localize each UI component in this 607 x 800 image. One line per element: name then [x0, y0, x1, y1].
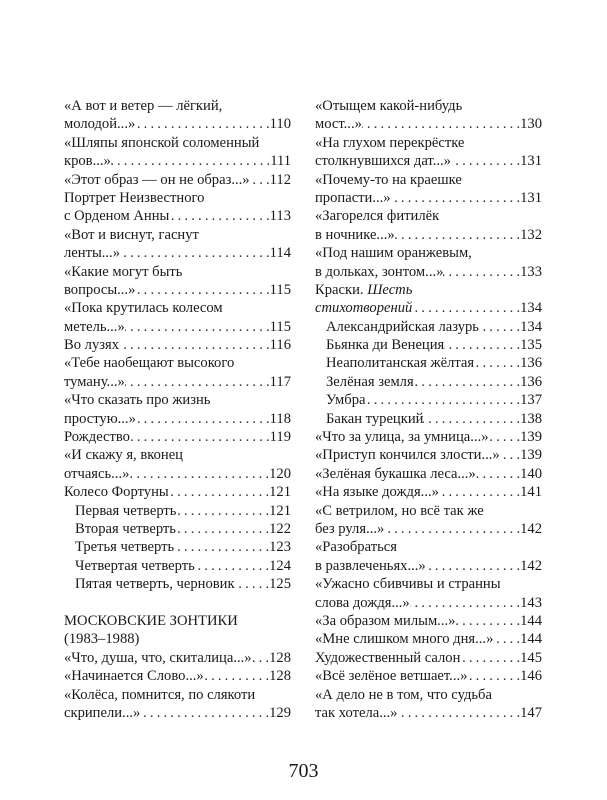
toc-line — [315, 207, 542, 225]
entry-title: Портрет Неизвестного — [64, 189, 205, 206]
entry-title: «А вот и ветер — лёгкий, — [64, 98, 223, 114]
toc-entry — [315, 428, 542, 446]
toc-line — [64, 354, 291, 372]
page-ref: 121 — [269, 484, 291, 501]
entry-title: пропасти...» — [315, 189, 391, 206]
toc-entry — [315, 373, 542, 391]
leader-dots — [460, 649, 520, 667]
toc-entry — [64, 134, 291, 171]
toc-line — [315, 612, 542, 630]
entry-title: Бьянка ди Венеция — [326, 337, 445, 354]
page-ref: 136 — [520, 373, 542, 390]
page-ref: 117 — [269, 373, 291, 390]
page-ref: 115 — [269, 318, 291, 335]
toc-line — [315, 575, 542, 593]
entry-title: столкнувшихся дат...» — [315, 153, 451, 170]
toc-entry — [315, 649, 542, 667]
toc-line — [64, 483, 291, 501]
toc-entry — [64, 446, 291, 483]
page-ref: 124 — [269, 557, 291, 574]
toc-entry — [315, 97, 542, 134]
entry-title: скрипели...» — [64, 704, 141, 721]
page-ref: 142 — [520, 557, 542, 574]
toc-line — [315, 594, 542, 612]
entry-title: «Что за улица, за умница...» — [315, 429, 489, 446]
toc-left-column — [64, 97, 291, 722]
toc-line — [64, 538, 291, 556]
entry-title: «Колёса, помнится, по слякоти — [64, 686, 256, 703]
toc-entry — [315, 667, 542, 685]
page-ref: 144 — [520, 612, 542, 629]
entry-title: «Вот и виснут, гаснут — [64, 226, 199, 243]
toc-line — [64, 630, 291, 648]
page-ref: 134 — [520, 300, 542, 317]
page-number: 703 — [288, 760, 319, 782]
entry-title: «Разобраться — [315, 539, 397, 556]
toc-line — [64, 207, 291, 225]
page-ref: 120 — [269, 465, 291, 482]
entry-title: «Приступ кончился злости...» — [315, 447, 500, 464]
page-ref: 114 — [269, 245, 291, 262]
leader-dots — [397, 704, 520, 722]
page-ref: 141 — [520, 484, 542, 501]
entry-title: без руля...» — [315, 520, 385, 537]
toc-line — [64, 575, 291, 593]
page-ref: 131 — [520, 153, 542, 170]
toc-line — [64, 391, 291, 409]
page-ref: 136 — [520, 355, 542, 372]
toc-entry — [315, 483, 542, 501]
entry-title: «Мне слишком много дня...» — [315, 631, 494, 648]
leader-dots — [391, 189, 521, 207]
toc-line — [64, 446, 291, 464]
leader-dots — [235, 575, 270, 593]
toc-line — [64, 152, 291, 170]
leader-dots — [195, 557, 269, 575]
leader-dots — [412, 299, 520, 317]
entry-title: Александрийская лазурь — [326, 318, 479, 335]
entry-title: вопросы...» — [64, 281, 136, 298]
toc-entry — [64, 428, 291, 446]
entry-title: «Пока крутилась колесом — [64, 300, 223, 317]
entry-title: в дольках, зонтом...» — [315, 263, 444, 280]
leader-dots — [365, 391, 520, 409]
toc-line — [64, 428, 291, 446]
entry-title: МОСКОВСКИЕ ЗОНТИКИ — [64, 612, 238, 629]
toc-line — [64, 649, 291, 667]
toc-line — [315, 557, 542, 575]
toc-line — [64, 299, 291, 317]
leader-dots — [176, 502, 269, 520]
entry-title: ленты...» — [64, 245, 120, 262]
entry-title: стихотворений — [315, 300, 413, 317]
toc-entry — [315, 575, 542, 612]
leader-dots — [125, 373, 270, 391]
entry-title: Бакан турецкий — [326, 410, 424, 427]
page-ref: 130 — [520, 116, 542, 133]
toc-line — [315, 336, 542, 354]
toc-line — [64, 667, 291, 685]
entry-title: метель...» — [64, 318, 125, 335]
leader-dots — [414, 373, 520, 391]
toc-entry — [64, 354, 291, 391]
toc-line — [315, 446, 542, 464]
entry-title: Художественный салон — [315, 649, 461, 666]
leader-dots — [362, 115, 520, 133]
entry-title-italic: Шесть — [367, 281, 413, 298]
toc-entry — [315, 686, 542, 723]
page-ref: 122 — [269, 520, 291, 537]
page-ref: 110 — [269, 116, 291, 133]
toc-entry — [315, 171, 542, 208]
page-ref: 113 — [269, 208, 291, 225]
leader-dots — [140, 704, 269, 722]
leader-dots — [500, 446, 520, 464]
leader-dots — [129, 465, 269, 483]
page-ref: 137 — [520, 392, 542, 409]
leader-dots — [455, 612, 520, 630]
toc-line — [64, 612, 291, 630]
toc-line — [315, 538, 542, 556]
page-ref: 142 — [520, 520, 542, 537]
toc-line — [64, 520, 291, 538]
toc-line — [64, 189, 291, 207]
section-heading — [64, 612, 291, 649]
entry-title: кров...» — [64, 153, 111, 170]
toc-line — [315, 686, 542, 704]
toc-line — [64, 115, 291, 133]
toc-entry — [64, 97, 291, 134]
toc-entry — [315, 446, 542, 464]
toc-entry — [315, 391, 542, 409]
leader-dots — [423, 410, 520, 428]
entry-title: «Загорелся фитилёк — [315, 208, 440, 225]
entry-title: молодой...» — [64, 116, 136, 133]
page-ref: 112 — [269, 171, 291, 188]
leader-dots — [384, 520, 520, 538]
entry-title: Во лузях — [64, 337, 120, 354]
toc-line — [315, 226, 542, 244]
toc-line — [64, 336, 291, 354]
toc-line — [315, 152, 542, 170]
leader-dots — [451, 152, 520, 170]
entry-title: мост...» — [315, 116, 362, 133]
toc-entry — [315, 134, 542, 171]
page-ref: 116 — [269, 337, 291, 354]
toc-entry — [315, 318, 542, 336]
toc-line — [315, 630, 542, 648]
entry-title: Третья четверть — [75, 539, 175, 556]
entry-title: «На языке дождя...» — [315, 484, 439, 501]
page-ref: 132 — [520, 226, 542, 243]
toc-line — [315, 244, 542, 262]
leader-dots — [252, 649, 270, 667]
page-ref: 129 — [269, 704, 291, 721]
page-ref: 139 — [520, 447, 542, 464]
page-ref: 139 — [520, 429, 542, 446]
entry-title: простую...» — [64, 410, 136, 427]
entry-title: туману...» — [64, 373, 125, 390]
leader-dots — [119, 336, 270, 354]
toc-line — [315, 667, 542, 685]
toc-entry — [64, 649, 291, 667]
entry-title: так хотела...» — [315, 704, 398, 721]
page-ref: 111 — [270, 153, 291, 170]
toc-line — [315, 373, 542, 391]
leader-dots — [135, 281, 269, 299]
toc-line — [315, 115, 542, 133]
leader-dots — [444, 336, 520, 354]
toc-line — [64, 97, 291, 115]
toc-line — [64, 281, 291, 299]
entry-title: «Этот образ — он не образ...» — [64, 171, 250, 188]
toc-entry — [315, 354, 542, 372]
toc-entry — [64, 391, 291, 428]
entry-title: Вторая четверть — [75, 520, 176, 537]
entry-title: «Ужасно сбивчивы и странны — [315, 576, 501, 593]
toc-line — [64, 465, 291, 483]
toc-line — [64, 134, 291, 152]
page-ref: 128 — [269, 668, 291, 685]
toc-entry — [64, 336, 291, 354]
toc-line — [64, 263, 291, 281]
toc-entry — [64, 538, 291, 556]
entry-title: в ночнике...» — [315, 226, 395, 243]
toc-entry — [64, 226, 291, 263]
leader-dots — [176, 520, 269, 538]
toc-line — [64, 502, 291, 520]
toc-entry — [64, 502, 291, 520]
leader-dots — [250, 171, 270, 189]
leader-dots — [135, 115, 269, 133]
page-ref: 115 — [269, 281, 291, 298]
page-ref: 134 — [520, 318, 542, 335]
leader-dots — [204, 667, 269, 685]
toc-entry — [64, 520, 291, 538]
page-ref: 119 — [269, 429, 291, 446]
leader-dots — [130, 428, 270, 446]
toc-line — [64, 410, 291, 428]
entry-title: «Что, душа, что, скиталица...» — [64, 649, 252, 666]
page-ref: 144 — [520, 631, 542, 648]
toc-line — [315, 465, 542, 483]
page-ref: 133 — [520, 263, 542, 280]
page-ref: 128 — [269, 649, 291, 666]
leader-dots — [120, 244, 270, 262]
toc-entry — [64, 557, 291, 575]
leader-dots — [479, 318, 520, 336]
toc-entry — [315, 502, 542, 539]
entry-title: «Всё зелёное ветшает...» — [315, 668, 468, 685]
entry-title: Колесо Фортуны — [64, 484, 169, 501]
toc-line — [315, 281, 542, 299]
toc-line — [315, 391, 542, 409]
toc-line — [315, 649, 542, 667]
leader-dots — [443, 263, 520, 281]
toc-line — [315, 520, 542, 538]
page-ref: 118 — [269, 410, 291, 427]
page-ref: 123 — [269, 539, 291, 556]
toc-entry — [315, 336, 542, 354]
page-ref: 138 — [520, 410, 542, 427]
leader-dots — [174, 538, 269, 556]
leader-dots — [426, 557, 520, 575]
toc-line — [315, 299, 542, 317]
toc-entry — [315, 281, 542, 318]
toc-line — [315, 318, 542, 336]
entry-title: «Отыщем какой-нибудь — [315, 98, 463, 114]
leader-dots — [474, 354, 520, 372]
entry-title: «Тебе наобещают высокого — [64, 355, 235, 372]
toc-entry — [64, 171, 291, 189]
entry-title: Неаполитанская жёлтая — [326, 355, 475, 372]
entry-title: в развлеченьях...» — [315, 557, 426, 574]
entry-title: «Под нашим оранжевым, — [315, 245, 472, 262]
entry-title: «Шляпы японской соломенный — [64, 134, 260, 151]
toc-line — [64, 171, 291, 189]
toc-entry — [64, 263, 291, 300]
entry-title: отчаясь...» — [64, 465, 130, 482]
page-ref: 145 — [520, 649, 542, 666]
toc-entry — [315, 244, 542, 281]
leader-dots — [410, 594, 520, 612]
toc-entry — [64, 667, 291, 685]
entry-title: слова дождя...» — [315, 594, 410, 611]
entry-title: Пятая четверть, черновик — [75, 576, 235, 593]
leader-dots — [439, 483, 520, 501]
toc-entry — [315, 207, 542, 244]
toc-line — [315, 134, 542, 152]
toc-entry — [315, 612, 542, 630]
toc-line — [315, 483, 542, 501]
toc-line — [315, 189, 542, 207]
toc-line — [64, 244, 291, 262]
entry-title: «Зелёная букашка леса...» — [315, 465, 476, 482]
page-ref: 135 — [520, 337, 542, 354]
leader-dots — [169, 483, 269, 501]
toc-line — [315, 354, 542, 372]
entry-title: «За образом милым...» — [315, 612, 456, 629]
toc-line — [64, 226, 291, 244]
toc-entry — [64, 686, 291, 723]
leader-dots — [493, 630, 520, 648]
toc-line — [315, 263, 542, 281]
toc-entry — [315, 410, 542, 428]
entry-title: «А дело не в том, что судьба — [315, 686, 492, 703]
leader-dots — [476, 465, 520, 483]
toc-line — [315, 428, 542, 446]
entry-title: «На глухом перекрёстке — [315, 134, 465, 151]
entry-title: Зелёная земля — [326, 373, 414, 390]
entry-title: Четвертая четверть — [75, 557, 195, 574]
entry-title: «Почему-то на краешке — [315, 171, 462, 188]
entry-title: (1983–1988) — [64, 631, 140, 648]
leader-dots — [136, 410, 270, 428]
entry-title: Умбра — [326, 392, 366, 409]
spacer — [64, 594, 291, 612]
toc-entry — [64, 189, 291, 226]
leader-dots — [489, 428, 521, 446]
entry-title: «Начинается Слово...» — [64, 668, 204, 685]
toc-line — [315, 704, 542, 722]
toc-entry — [315, 538, 542, 575]
toc-line — [64, 704, 291, 722]
entry-title: Первая четверть — [75, 502, 177, 519]
leader-dots — [125, 318, 270, 336]
entry-title: «С ветрилом, но всё так же — [315, 502, 484, 519]
toc-line — [315, 97, 542, 115]
entry-title: с Орденом Анны — [64, 208, 170, 225]
toc-line — [315, 502, 542, 520]
toc-line — [64, 373, 291, 391]
toc-line — [64, 318, 291, 336]
page-ref: 146 — [520, 668, 542, 685]
toc-line — [64, 686, 291, 704]
toc-line — [315, 410, 542, 428]
leader-dots — [111, 152, 270, 170]
toc-entry — [315, 465, 542, 483]
toc-entry — [64, 299, 291, 336]
page-ref: 121 — [269, 502, 291, 519]
toc-entry — [64, 483, 291, 501]
entry-title: Рождество — [64, 429, 130, 446]
page-ref: 131 — [520, 189, 542, 206]
entry-title: «Что сказать про жизнь — [64, 392, 211, 409]
entry-title: Краски. — [315, 281, 364, 298]
toc-line — [315, 171, 542, 189]
page-ref: 147 — [520, 704, 542, 721]
toc-line — [64, 557, 291, 575]
leader-dots — [169, 207, 269, 225]
toc-right-column — [315, 97, 542, 722]
entry-title: «И скажу я, вконец — [64, 447, 183, 464]
toc-entry — [64, 575, 291, 593]
entry-title: «Какие могут быть — [64, 263, 183, 280]
leader-dots — [395, 226, 520, 244]
leader-dots — [467, 667, 520, 685]
toc-entry — [315, 630, 542, 648]
page-ref: 143 — [520, 594, 542, 611]
page-ref: 140 — [520, 465, 542, 482]
page-ref: 125 — [269, 576, 291, 593]
